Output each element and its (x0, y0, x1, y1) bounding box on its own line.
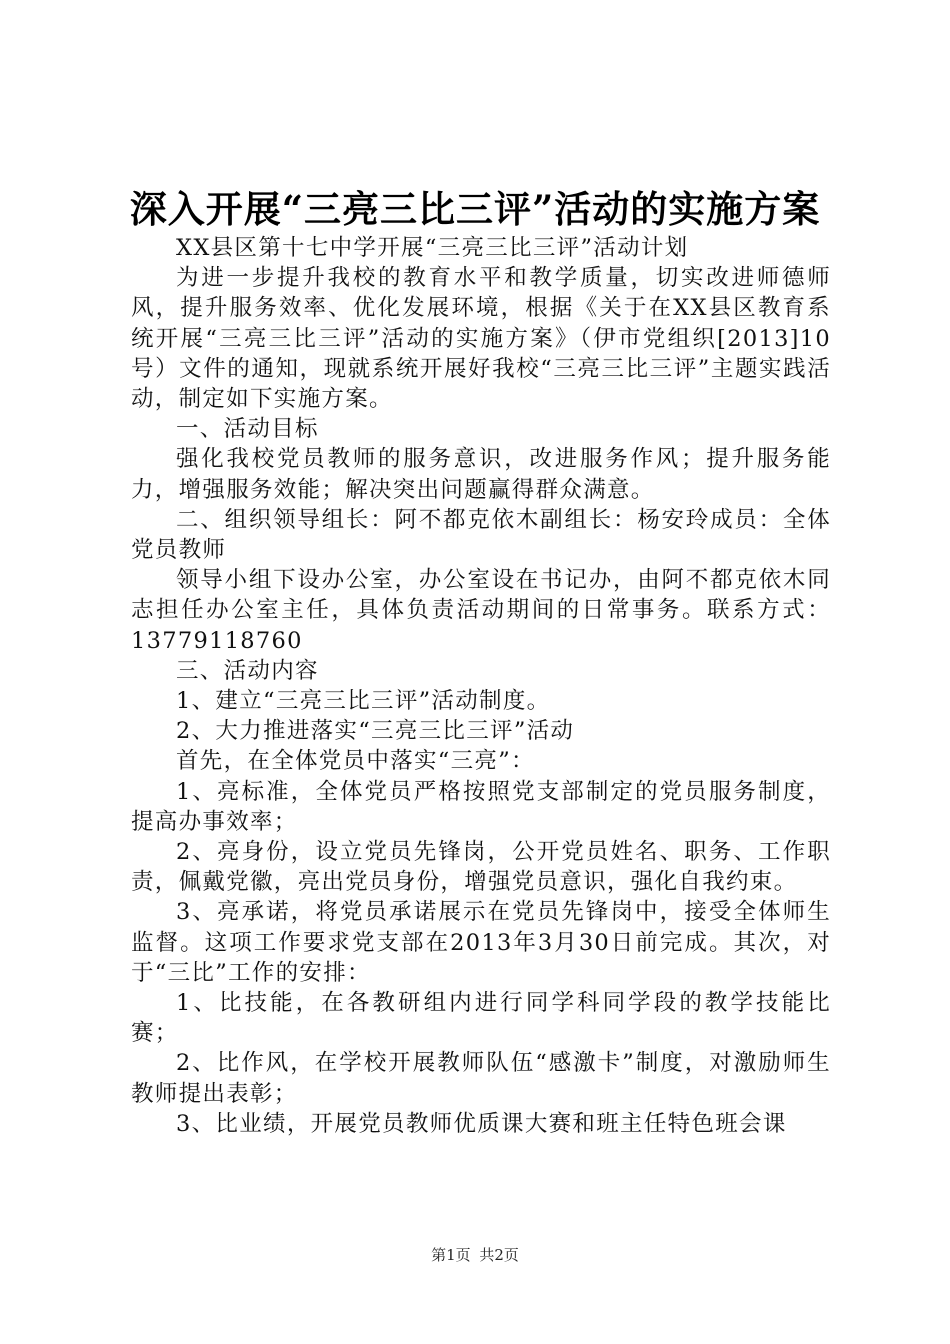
paragraph-intro: 为进一步提升我校的教育水平和教学质量，切实改进师德师风，提升服务效率、优化发展环境，根据《关于在XX县区教育系统开展“三亮三比三评”活动的实施方案》（伊市党组织[2013]10号）文件的通知，现就系统开展好我校“三亮三比三评”主题实践活动，制定如下实施方案。 (131, 265, 831, 413)
page-total: 共2页 (479, 1246, 519, 1264)
paragraph-three-shows-intro: 首先，在全体党员中落实“三亮”： (176, 748, 535, 775)
page-number: 第1页 (431, 1246, 471, 1264)
list-item: 3、亮承诺，将党员承诺展示在党员先锋岗中，接受全体师生监督。这项工作要求党支部在2013年3月30日前完成。其次，对于“三比”工作的安排： (131, 899, 831, 986)
section-heading-leadership: 二、组织领导组长：阿不都克依木副组长：杨安玲成员：全体党员教师 (131, 506, 831, 564)
list-item: 1、亮标准，全体党员严格按照党支部制定的党员服务制度，提高办事效率； (131, 778, 831, 835)
list-item: 3、比业绩，开展党员教师优质课大赛和班主任特色班会课 (176, 1110, 787, 1137)
paragraph-goals: 强化我校党员教师的服务意识，改进服务作风；提升服务能力，增强服务效能；解决突出问题赢得群众满意。 (131, 446, 831, 503)
document-title: 深入开展“三亮三比三评”活动的实施方案 (129, 187, 821, 231)
paragraph-subtitle: XX县区第十七中学开展“三亮三比三评”活动计划 (176, 235, 689, 261)
page-footer (0, 1245, 950, 1265)
list-item: 2、比作风，在学校开展教师队伍“感激卡”制度，对激励师生教师提出表彰； (131, 1050, 831, 1107)
list-item: 2、大力推进落实“三亮三比三评”活动 (176, 718, 575, 745)
list-item: 1、建立“三亮三比三评”活动制度。 (176, 688, 551, 715)
list-item: 1、比技能，在各教研组内进行同学科同学段的教学技能比赛； (131, 990, 831, 1047)
paragraph-office: 领导小组下设办公室，办公室设在书记办，由阿不都克依木同志担任办公室主任，具体负责活动期间的日常事务。联系方式：13779118760 (131, 567, 831, 654)
document-body (131, 233, 831, 1139)
list-item: 2、亮身份，设立党员先锋岗，公开党员姓名、职务、工作职责，佩戴党徽，亮出党员身份，增强党员意识，强化自我约束。 (131, 839, 831, 896)
section-heading-goals: 一、活动目标 (176, 416, 319, 443)
section-heading-content: 三、活动内容 (176, 657, 319, 684)
